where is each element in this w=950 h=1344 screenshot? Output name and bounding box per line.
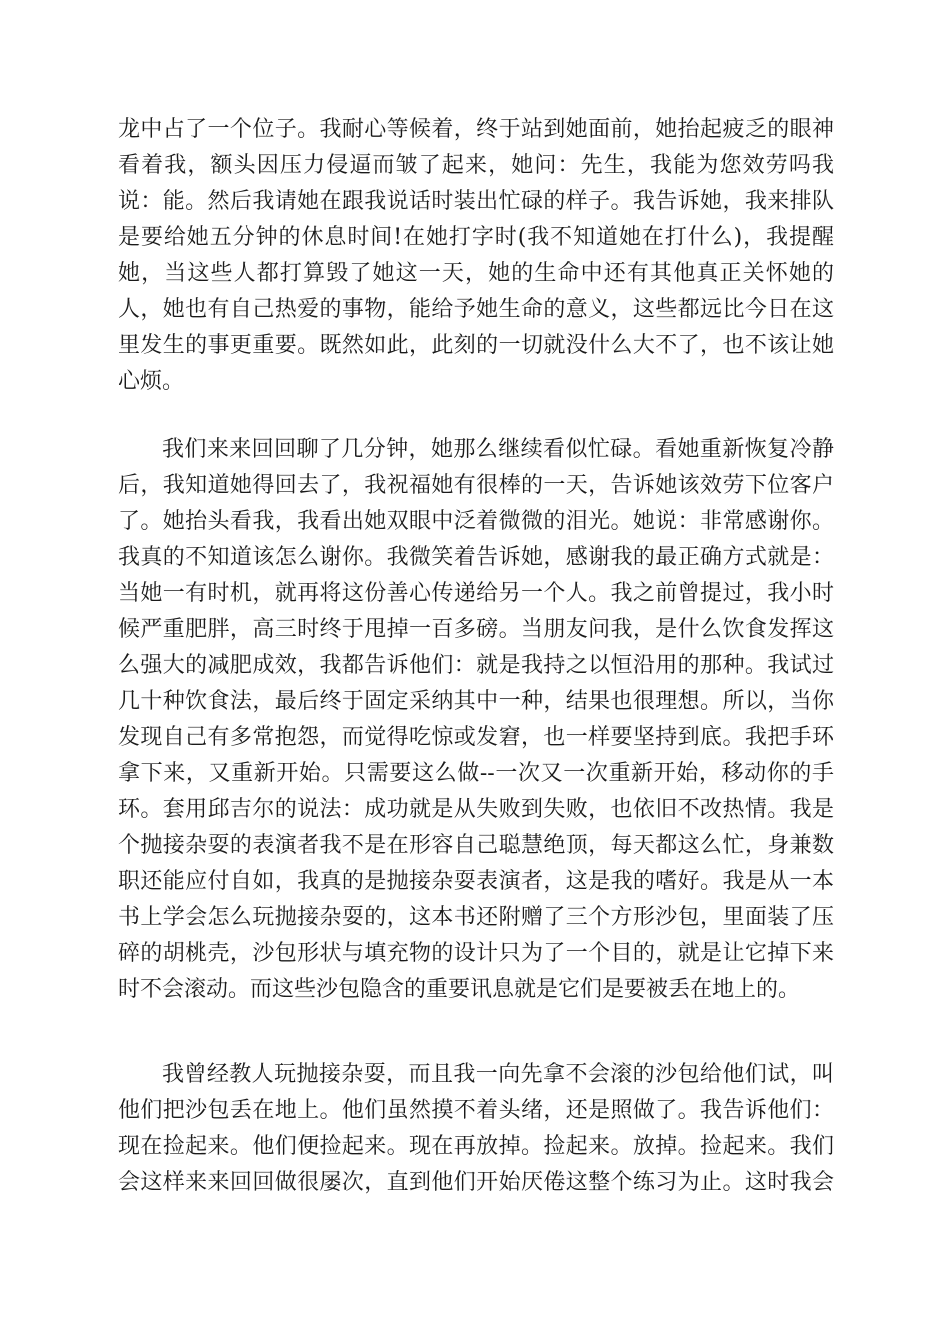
paragraph-1 — [118, 112, 834, 400]
paragraph-line: 他们把沙包丢在地上。他们虽然摸不着头绪，还是照做了。我告诉他们： — [118, 1098, 834, 1123]
paragraph-line: 说：能。然后我请她在跟我说话时装出忙碌的样子。我告诉她，我来排队 — [118, 189, 834, 214]
paragraph-line: 么强大的减肥成效，我都告诉他们：就是我持之以恒沿用的那种。我试过 — [118, 653, 834, 678]
paragraph-line: 现在捡起来。他们便捡起来。现在再放掉。捡起来。放掉。捡起来。我们 — [118, 1134, 834, 1159]
paragraph-line: 拿下来，又重新开始。只需要这么做--一次又一次重新开始，移动你的手 — [118, 761, 834, 786]
paragraph-line: 看着我，额头因压力侵逼而皱了起来，她问：先生，我能为您效劳吗我 — [118, 153, 834, 178]
paragraph-line: 碎的胡桃壳，沙包形状与填充物的设计只为了一个目的，就是让它掉下来 — [118, 941, 834, 966]
paragraph-line: 她，当这些人都打算毁了她这一天，她的生命中还有其他真正关怀她的 — [118, 261, 834, 286]
paragraph-line: 了。她抬头看我，我看出她双眼中泛着微微的泪光。她说：非常感谢你。 — [118, 509, 834, 534]
paragraph-line: 我真的不知道该怎么谢你。我微笑着告诉她，感谢我的最正确方式就是： — [118, 545, 834, 570]
paragraph-line: 时不会滚动。而这些沙包隐含的重要讯息就是它们是要被丢在地上的。 — [118, 977, 801, 1002]
paragraph-line: 龙中占了一个位子。我耐心等候着，终于站到她面前，她抬起疲乏的眼神 — [118, 117, 834, 142]
paragraph-line: 书上学会怎么玩抛接杂耍的，这本书还附赠了三个方形沙包，里面装了压 — [118, 905, 834, 930]
paragraph-line: 我曾经教人玩抛接杂耍，而且我一向先拿不会滚的沙包给他们试，叫 — [162, 1062, 834, 1087]
paragraph-line: 发现自己有多常抱怨，而觉得吃惊或发窘，也一样要坚持到底。我把手环 — [118, 725, 834, 750]
paragraph-line: 个抛接杂耍的表演者我不是在形容自己聪慧绝顶，每天都这么忙，身兼数 — [118, 833, 834, 858]
paragraph-line: 当她一有时机，就再将这份善心传递给另一个人。我之前曾提过，我小时 — [118, 581, 834, 606]
paragraph-line: 是要给她五分钟的休息时间!在她打字时(我不知道她在打什么)，我提醒 — [118, 225, 834, 250]
paragraph-line: 我们来来回回聊了几分钟，她那么继续看似忙碌。看她重新恢复冷静 — [162, 437, 834, 462]
paragraph-line: 心烦。 — [118, 369, 185, 394]
paragraph-line: 候严重肥胖，高三时终于甩掉一百多磅。当朋友问我，是什么饮食发挥这 — [118, 617, 834, 642]
paragraph-line: 环。套用邱吉尔的说法：成功就是从失败到失败，也依旧不改热情。我是 — [118, 797, 834, 822]
paragraph-line: 几十种饮食法，最后终于固定采纳其中一种，结果也很理想。所以，当你 — [118, 689, 834, 714]
paragraph-line: 人，她也有自己热爱的事物，能给予她生命的意义，这些都远比今日在这 — [118, 297, 834, 322]
paragraph-line: 会这样来来回回做很屡次，直到他们开始厌倦这整个练习为止。这时我会 — [118, 1170, 834, 1195]
paragraph-line: 里发生的事更重要。既然如此，此刻的一切就没什么大不了，也不该让她 — [118, 333, 834, 358]
paragraph-3 — [118, 1057, 834, 1201]
paragraph-2 — [118, 432, 834, 1008]
paragraph-line: 职还能应付自如，我真的是抛接杂耍表演者，这是我的嗜好。我是从一本 — [118, 869, 834, 894]
paragraph-line: 后，我知道她得回去了，我祝福她有很棒的一天，告诉她该效劳下位客户 — [118, 473, 834, 498]
